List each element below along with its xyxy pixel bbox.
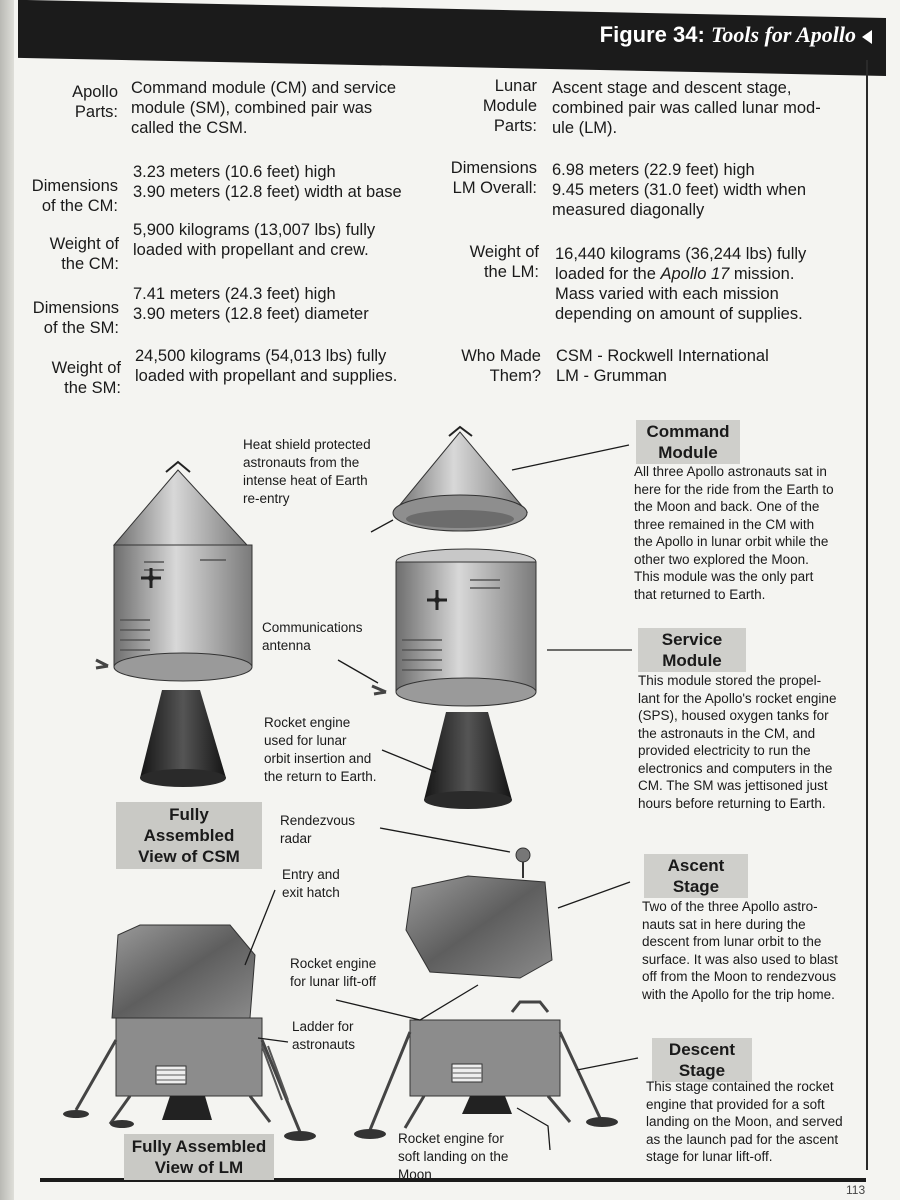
spec-value: 6.98 meters (22.9 feet) high xyxy=(552,161,755,179)
spec-value: 7.41 meters (24.3 feet) high xyxy=(133,285,336,303)
caption-assembled-csm: Fully Assembled View of CSM xyxy=(116,802,262,869)
csm-assembled-illustration xyxy=(96,462,252,787)
spec-label: the SM: xyxy=(64,379,121,397)
radar-dish-icon xyxy=(516,848,530,862)
page-number: 113 xyxy=(846,1183,866,1197)
spec-value: 16,440 kilograms (36,244 lbs) fully xyxy=(555,245,807,263)
callout-ladder: Ladder for astronauts xyxy=(292,1019,356,1052)
spec-value: loaded for the Apollo 17 mission. xyxy=(555,265,795,283)
callout-landing-engine: Rocket engine for soft landing on the Moon xyxy=(398,1131,509,1182)
spec-label: Parts: xyxy=(493,117,537,135)
callout-communications-antenna: Communications antenna xyxy=(262,620,363,653)
command-module-description: All three Apollo astronauts sat in here for the ride from the Earth to the Moon and back. One of the three remained in the CM with the Apollo in lunar orbit while the other two explored the Moon. This module was the only part that returned to Earth. xyxy=(634,464,834,602)
callout-entry-hatch: Entry and exit hatch xyxy=(282,867,340,900)
spec-label: the LM: xyxy=(483,263,539,281)
spec-value: 3.90 meters (12.8 feet) diameter xyxy=(133,305,369,323)
callout-liftoff-engine: Rocket engine for lunar lift-off xyxy=(290,956,377,989)
spec-value: combined pair was called lunar mod- xyxy=(552,99,821,117)
descent-stage-description: This stage contained the rocket engine that provided for a soft landing on the Moon, and served as the launch pad for the ascent stage for lunar lift-off. xyxy=(646,1079,843,1164)
callout-rendezvous-radar: Rendezvous radar xyxy=(280,813,356,846)
spec-value: Command module (CM) and service xyxy=(131,79,397,97)
command-module-illustration xyxy=(393,427,527,531)
lm-assembled-illustration xyxy=(63,925,316,1141)
spec-value: depending on amount of supplies. xyxy=(555,305,803,323)
spec-label: Parts: xyxy=(74,103,118,121)
spec-value: ule (LM). xyxy=(552,119,618,137)
spec-label: Dimensions xyxy=(450,159,537,177)
command-module-title: Command Module xyxy=(636,420,740,464)
spec-label: Apollo xyxy=(72,83,118,101)
service-module-description: This module stored the propel- lant for the Apollo's rocket engine (SPS), housed oxygen tanks for the astronauts in the CM, and provided electricity to run the electronics and computers in the CM. The SM was jettisoned just hours before returning to Earth. xyxy=(638,673,837,811)
spec-label: Who Made xyxy=(461,347,541,365)
spec-value: CSM - Rockwell International xyxy=(556,347,769,365)
spec-value: Mass varied with each mission xyxy=(555,285,779,303)
spec-label: Module xyxy=(482,97,537,115)
spec-value: loaded with propellant and supplies. xyxy=(135,367,398,385)
ascent-stage-title: Ascent Stage xyxy=(644,854,748,898)
figure-label: Figure 34: xyxy=(599,22,705,47)
spec-label: of the SM: xyxy=(43,319,119,337)
spec-value: LM - Grumman xyxy=(556,367,667,385)
ascent-stage-illustration xyxy=(406,848,552,978)
descent-stage-illustration xyxy=(354,1002,618,1139)
spec-label: the CM: xyxy=(61,255,119,273)
descent-stage-title: Descent Stage xyxy=(652,1038,752,1082)
spec-value: called the CSM. xyxy=(131,119,248,137)
spec-value: Ascent stage and descent stage, xyxy=(552,79,792,97)
figure-subtitle: Tools for Apollo xyxy=(710,22,856,47)
spec-label: Dimensions xyxy=(31,177,118,195)
caption-assembled-lm: Fully Assembled View of LM xyxy=(124,1134,274,1180)
service-module-title: Service Module xyxy=(638,628,746,672)
spec-value: 3.90 meters (12.8 feet) width at base xyxy=(133,183,402,201)
spec-label: of the CM: xyxy=(41,197,118,215)
callout-sps-engine: Rocket engine used for lunar orbit insertion and the return to Earth. xyxy=(264,715,377,784)
spec-value: measured diagonally xyxy=(552,201,705,219)
spec-value: module (SM), combined pair was xyxy=(131,99,373,117)
callout-heat-shield: Heat shield protected astronauts from the intense heat of Earth re-entry xyxy=(243,437,371,506)
ascent-stage-description: Two of the three Apollo astro- nauts sat in here during the descent from lunar orbit to the surface. It was also used to blast off from the Moon to rendezvous with the Apollo for the trip home. xyxy=(642,899,838,1002)
spec-label: Weight of xyxy=(49,235,119,253)
spec-value: 5,900 kilograms (13,007 lbs) fully xyxy=(133,221,376,239)
spec-value: 9.45 meters (31.0 feet) width when xyxy=(552,181,807,199)
spec-label: LM Overall: xyxy=(452,179,537,197)
spec-value: loaded with propellant and crew. xyxy=(133,241,369,259)
spec-label: Weight of xyxy=(51,359,121,377)
spec-value: 3.23 meters (10.6 feet) high xyxy=(133,163,336,181)
spec-label: Weight of xyxy=(469,243,539,261)
spec-label: Lunar xyxy=(494,77,537,95)
spec-value: 24,500 kilograms (54,013 lbs) fully xyxy=(135,347,387,365)
spec-label: Them? xyxy=(489,367,541,385)
spec-label: Dimensions xyxy=(32,299,119,317)
